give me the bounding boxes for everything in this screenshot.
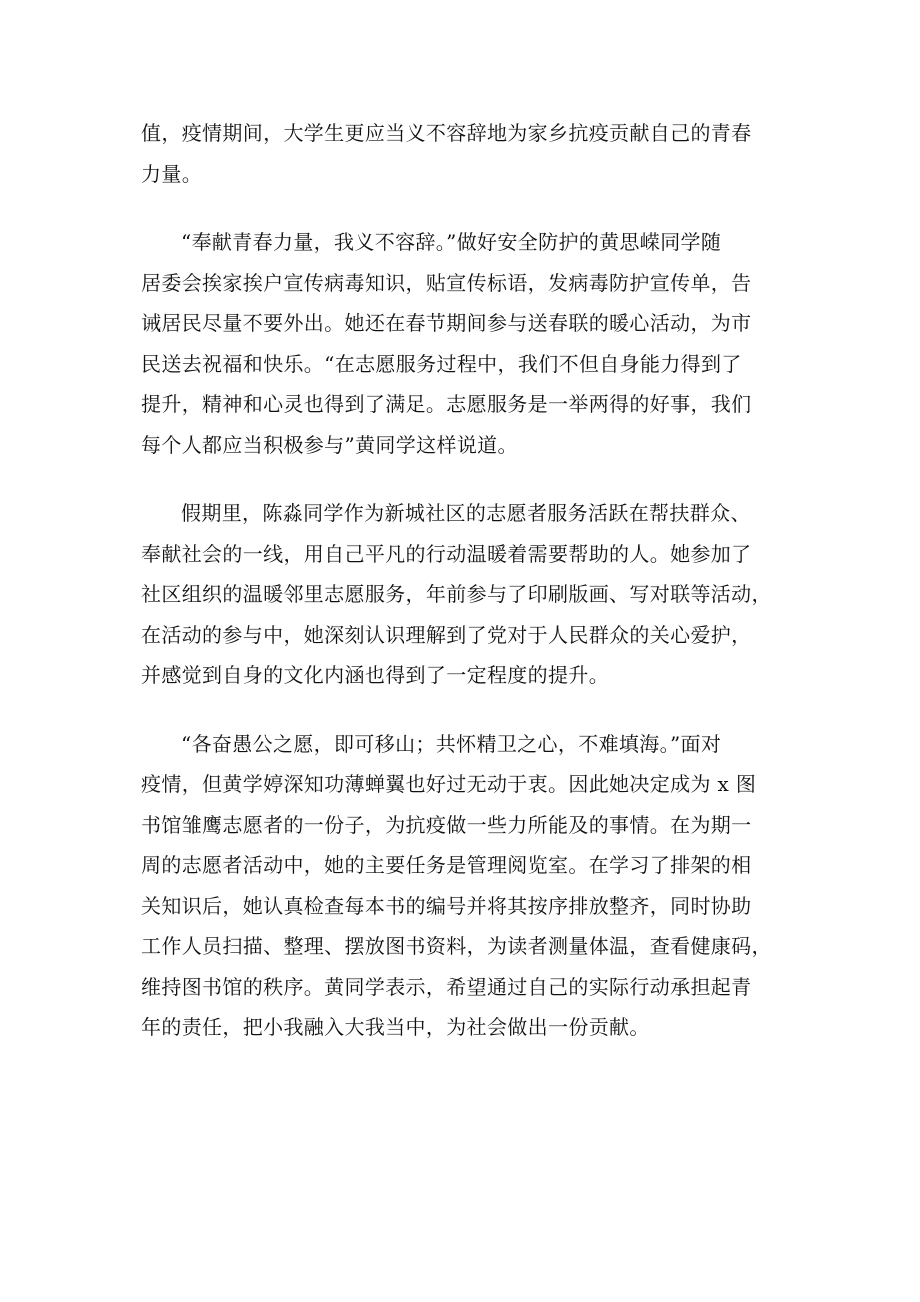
text-line: 力量。 <box>141 161 203 186</box>
text-line: 疫情，但黄学婷深知功薄蝉翼也好过无动于衷。因此她决定成为 x 图 <box>141 772 757 796</box>
text-line: 周的志愿者活动中，她的主要任务是管理阅览室。在学习了排架的相 <box>141 853 752 877</box>
document-body <box>141 113 781 1076</box>
text-line: 值，疫情期间，大学生更应当义不容辞地为家乡抗疫贡献自己的青春 <box>141 121 752 145</box>
text-line: 维持图书馆的秩序。黄同学表示，希望通过自己的实际行动承担起青 <box>141 974 752 999</box>
text-line: 社区组织的温暖邻里志愿服务，年前参与了印刷版画、写对联等活动， <box>141 582 772 606</box>
text-line: 书馆雏鹰志愿者的一份子，为抗疫做一些力所能及的事情。在为期一 <box>141 812 752 837</box>
paragraph-4 <box>141 724 781 1048</box>
text-line: 并感觉到自身的文化内涵也得到了一定程度的提升。 <box>141 663 610 687</box>
paragraph-2 <box>141 222 781 465</box>
text-line: 提升，精神和心灵也得到了满足。志愿服务是一举两得的好事，我们 <box>141 392 752 416</box>
text-line: 年的责任，把小我融入大我当中，为社会做出一份贡献。 <box>141 1015 650 1039</box>
text-line: 工作人员扫描、整理、摆放图书资料，为读者测量体温，查看健康码， <box>141 934 772 958</box>
text-line: 在活动的参与中，她深刻认识理解到了党对于人民群众的关心爱护， <box>141 622 752 647</box>
text-line: 假期里，陈淼同学作为新城社区的志愿者服务活跃在帮扶群众、 <box>181 501 751 525</box>
text-line: 诫居民尽量不要外出。她还在春节期间参与送春联的暖心活动，为市 <box>141 311 752 335</box>
text-line: 奉献社会的一线，用自己平凡的行动温暖着需要帮助的人。她参加了 <box>141 541 752 566</box>
text-line: 民送去祝福和快乐。“在志愿服务过程中，我们不但自身能力得到了 <box>141 351 742 376</box>
paragraph-3 <box>141 493 781 696</box>
text-line: “各奋愚公之愿，即可移山；共怀精卫之心，不难填海。”面对 <box>181 731 722 756</box>
text-line: 关知识后，她认真检查每本书的编号并将其按序排放整齐，同时协助 <box>141 893 752 918</box>
text-line: 每个人都应当积极参与”黄同学这样说道。 <box>141 432 518 457</box>
text-line: “奉献青春力量，我义不容辞。”做好安全防护的黄思嵘同学随 <box>181 230 722 254</box>
paragraph-1 <box>141 113 781 194</box>
text-line: 居委会挨家挨户宣传病毒知识，贴宣传标语，发病毒防护宣传单，告 <box>141 270 752 295</box>
